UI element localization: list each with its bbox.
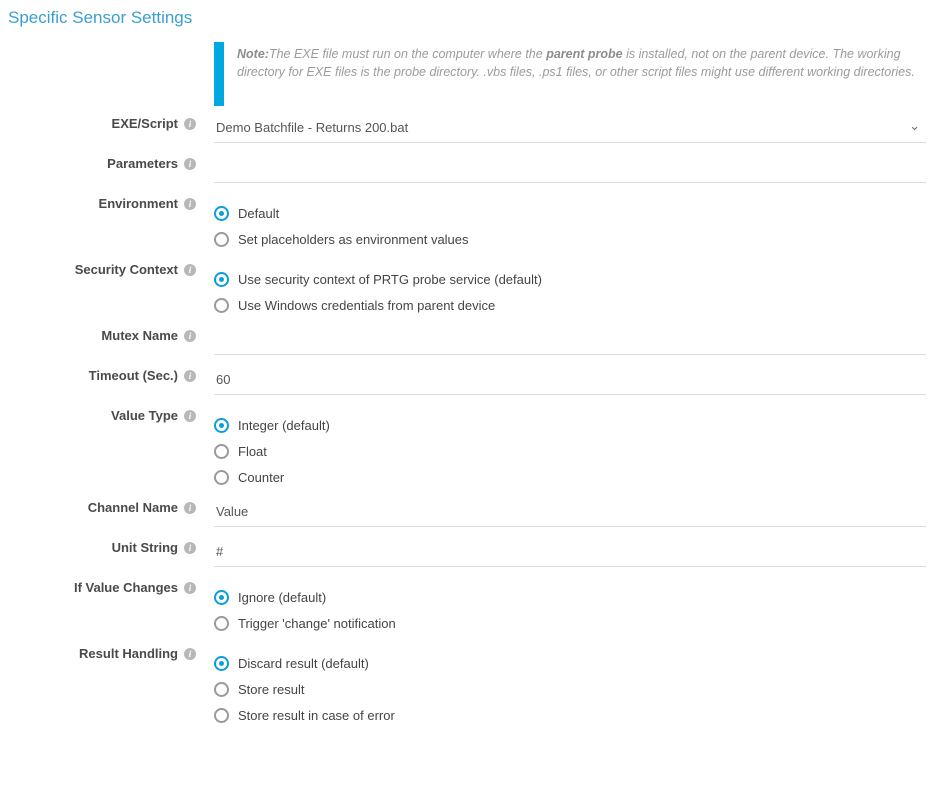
label-result-handling: [0, 646, 200, 661]
label-unit-string-text: Unit String: [111, 540, 178, 555]
note-accent-bar: [214, 42, 224, 106]
note-text: [237, 42, 927, 81]
exe-script-selected-value: Demo Batchfile - Returns 200.bat: [216, 120, 409, 135]
row-security-context: [0, 262, 936, 318]
security-context-option-windows-credentials[interactable]: [214, 292, 926, 318]
field-exe-script: [200, 116, 936, 143]
label-value-type: [0, 408, 200, 423]
info-icon-result-handling[interactable]: i: [184, 648, 196, 660]
radio-icon[interactable]: [214, 590, 229, 605]
mutex-name-input[interactable]: [214, 328, 926, 355]
info-icon-unit-string[interactable]: i: [184, 542, 196, 554]
result-handling-option-store-on-error[interactable]: [214, 702, 926, 728]
radio-icon[interactable]: [214, 232, 229, 247]
result-handling-option-store-on-error-label: Store result in case of error: [238, 707, 395, 723]
channel-name-input[interactable]: [214, 500, 926, 527]
security-context-option-windows-credentials-label: Use Windows credentials from parent device: [238, 297, 496, 313]
row-result-handling: [0, 646, 936, 728]
label-parameters-text: Parameters: [107, 156, 178, 171]
row-exe-script: [0, 116, 936, 146]
label-timeout-text: Timeout (Sec.): [88, 368, 178, 383]
row-timeout: [0, 368, 936, 398]
field-mutex-name: [200, 328, 936, 355]
label-channel-name: [0, 500, 200, 515]
security-context-radio-group: [214, 262, 926, 318]
chevron-down-icon: ⌄: [909, 118, 920, 133]
settings-form: [0, 42, 936, 728]
value-type-option-float-label: Float: [238, 443, 267, 459]
note-block: [0, 42, 936, 106]
timeout-input[interactable]: [214, 368, 926, 395]
label-environment-text: Environment: [98, 196, 178, 211]
note-text-part-2: is installed, not on the parent device. The working directory for EXE files is the probe directory. .vbs files, .ps1 files, or other script files might use different working directories.: [237, 47, 915, 79]
environment-option-default-label: Default: [238, 205, 280, 221]
row-value-type: [0, 408, 936, 490]
label-unit-string: [0, 540, 200, 555]
info-icon-exe-script[interactable]: i: [184, 118, 196, 130]
radio-icon[interactable]: [214, 616, 229, 631]
label-result-handling-text: Result Handling: [79, 646, 178, 661]
radio-icon[interactable]: [214, 444, 229, 459]
security-context-option-probe-service-label: Use security context of PRTG probe service (default): [238, 271, 542, 287]
value-type-option-counter-label: Counter: [238, 469, 285, 485]
note-prefix: Note:: [237, 47, 269, 61]
label-mutex-name: [0, 328, 200, 343]
label-environment: [0, 196, 200, 211]
environment-option-default[interactable]: [214, 200, 926, 226]
label-exe-script-text: EXE/Script: [111, 116, 178, 131]
value-type-option-integer-label: Integer (default): [238, 417, 330, 433]
value-type-option-counter[interactable]: [214, 464, 926, 490]
environment-option-placeholders-label: Set placeholders as environment values: [238, 231, 469, 247]
field-if-value-changes: [200, 580, 936, 636]
row-channel-name: [0, 500, 936, 530]
info-icon-mutex-name[interactable]: i: [184, 330, 196, 342]
label-channel-name-text: Channel Name: [87, 500, 178, 515]
field-timeout: [200, 368, 936, 395]
info-icon-security-context[interactable]: i: [184, 264, 196, 276]
note-text-bold: parent probe: [546, 47, 623, 61]
if-value-changes-option-trigger-label: Trigger 'change' notification: [238, 615, 396, 631]
label-value-type-text: Value Type: [111, 408, 178, 423]
environment-radio-group: [214, 196, 926, 252]
radio-icon[interactable]: [214, 206, 229, 221]
info-icon-parameters[interactable]: i: [184, 158, 196, 170]
note-text-part-1: The EXE file must run on the computer where the: [268, 47, 547, 61]
info-icon-value-type[interactable]: i: [184, 410, 196, 422]
if-value-changes-option-ignore-label: Ignore (default): [238, 589, 327, 605]
field-channel-name: [200, 500, 936, 527]
field-parameters: [200, 156, 936, 183]
unit-string-input[interactable]: [214, 540, 926, 567]
field-result-handling: [200, 646, 936, 728]
result-handling-option-discard[interactable]: [214, 650, 926, 676]
radio-icon[interactable]: [214, 682, 229, 697]
row-unit-string: [0, 540, 936, 570]
label-if-value-changes: [0, 580, 200, 595]
row-parameters: [0, 156, 936, 186]
field-environment: [200, 196, 936, 252]
info-icon-environment[interactable]: i: [184, 198, 196, 210]
page-title: Specific Sensor Settings: [8, 8, 193, 27]
label-mutex-name-text: Mutex Name: [101, 328, 178, 343]
if-value-changes-option-trigger[interactable]: [214, 610, 926, 636]
row-mutex-name: [0, 328, 936, 358]
result-handling-option-store[interactable]: [214, 676, 926, 702]
label-exe-script: [0, 116, 200, 131]
label-security-context: [0, 262, 200, 277]
radio-icon[interactable]: [214, 298, 229, 313]
exe-script-select[interactable]: [214, 116, 926, 143]
radio-icon[interactable]: [214, 708, 229, 723]
row-environment: [0, 196, 936, 252]
label-timeout: [0, 368, 200, 383]
environment-option-placeholders[interactable]: [214, 226, 926, 252]
radio-icon[interactable]: [214, 418, 229, 433]
field-value-type: [200, 408, 936, 490]
info-icon-if-value-changes[interactable]: i: [184, 582, 196, 594]
if-value-changes-option-ignore[interactable]: [214, 584, 926, 610]
info-icon-timeout[interactable]: i: [184, 370, 196, 382]
label-parameters: [0, 156, 200, 171]
row-if-value-changes: [0, 580, 936, 636]
label-security-context-text: Security Context: [74, 262, 178, 277]
result-handling-radio-group: [214, 646, 926, 728]
value-type-radio-group: [214, 408, 926, 490]
info-icon-channel-name[interactable]: i: [184, 502, 196, 514]
radio-icon[interactable]: [214, 272, 229, 287]
result-handling-option-discard-label: Discard result (default): [238, 655, 369, 671]
value-type-option-float[interactable]: [214, 438, 926, 464]
field-security-context: [200, 262, 936, 318]
if-value-changes-radio-group: [214, 580, 926, 636]
parameters-input[interactable]: [214, 156, 926, 183]
value-type-option-integer[interactable]: [214, 412, 926, 438]
label-if-value-changes-text: If Value Changes: [73, 580, 178, 595]
radio-icon[interactable]: [214, 470, 229, 485]
result-handling-option-store-label: Store result: [238, 681, 305, 697]
radio-icon[interactable]: [214, 656, 229, 671]
security-context-option-probe-service[interactable]: [214, 266, 926, 292]
field-unit-string: [200, 540, 936, 567]
